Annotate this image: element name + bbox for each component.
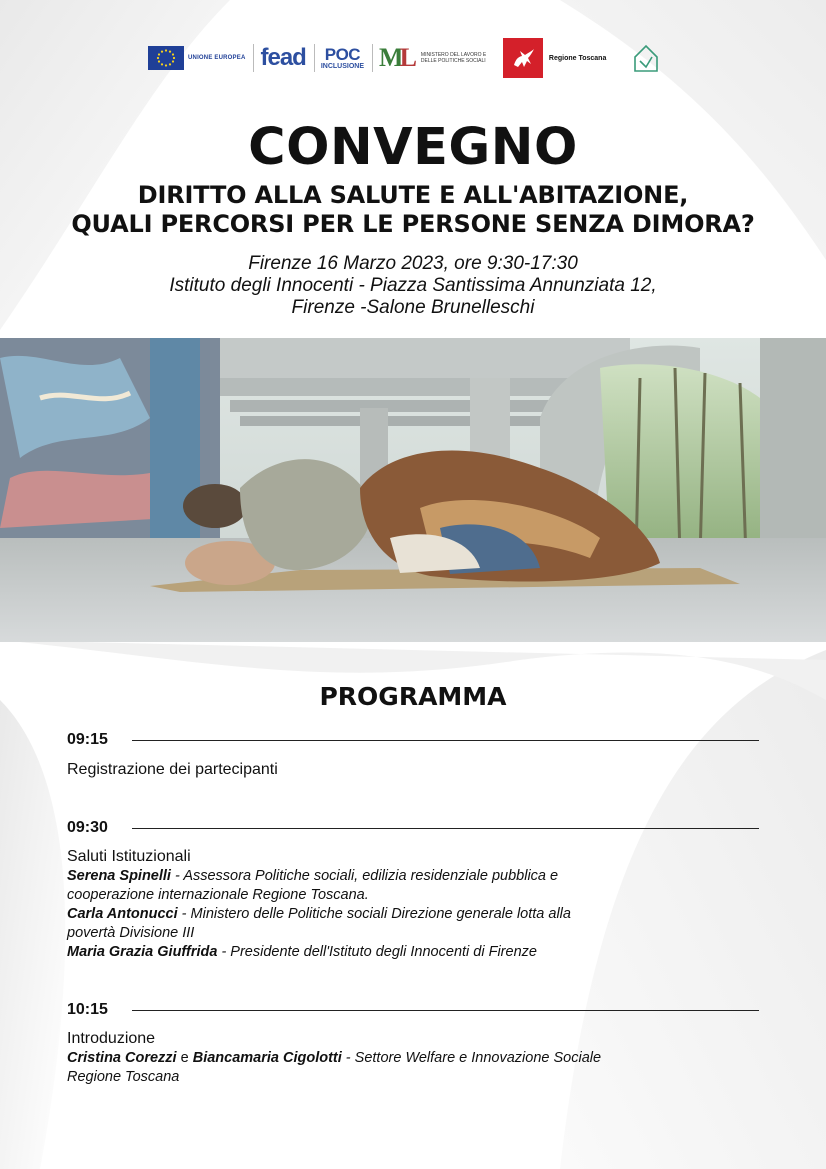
partner-logos bbox=[148, 38, 668, 78]
logo-divider bbox=[314, 44, 315, 72]
speaker-role: cooperazione internazionale Regione Toscana. bbox=[67, 887, 369, 903]
speaker-line bbox=[67, 943, 707, 962]
regione-toscana-label: Regione Toscana bbox=[548, 54, 607, 62]
program-heading: PROGRAMMA bbox=[319, 682, 507, 711]
poc-label: POC bbox=[324, 44, 361, 64]
timeline-divider bbox=[132, 828, 759, 829]
logo-divider bbox=[372, 44, 373, 72]
speaker-role: - Ministero delle Politiche sociali Direzione generale lotta alla bbox=[177, 906, 571, 922]
speaker-name: Maria Grazia Giuffrida bbox=[67, 944, 218, 960]
program-block bbox=[67, 1029, 707, 1087]
speaker-name: Carla Antonucci bbox=[67, 906, 178, 922]
program-time: 09:30 bbox=[67, 819, 108, 836]
program-time-row bbox=[67, 818, 759, 838]
program-block bbox=[67, 847, 707, 962]
program-time-row bbox=[67, 1000, 759, 1020]
speaker-line bbox=[67, 924, 707, 943]
timeline-divider bbox=[132, 740, 759, 741]
regione-toscana-logo bbox=[503, 38, 606, 78]
speaker-role: - Settore Welfare e Innovazione Sociale bbox=[341, 1050, 602, 1066]
speaker-role: Regione Toscana bbox=[67, 1069, 180, 1085]
page-title: CONVEGNO bbox=[248, 118, 578, 177]
homeless-person-photo bbox=[0, 338, 826, 642]
speaker-line bbox=[67, 886, 707, 905]
event-subtitle bbox=[0, 181, 826, 239]
eu-label: UNIONE EUROPEA bbox=[188, 55, 246, 61]
speaker-line bbox=[67, 905, 707, 924]
ministry-monogram-m: M bbox=[379, 43, 404, 72]
event-room: Firenze -Salone Brunelleschi bbox=[291, 297, 535, 318]
speaker-name: Cristina Corezzi bbox=[67, 1050, 177, 1066]
subtitle-line: QUALI PERCORSI PER LE PERSONE SENZA DIMORA? bbox=[71, 210, 755, 238]
ministry-logo bbox=[379, 43, 491, 72]
ministry-label: MINISTERO DEL LAVORO E DELLE POLITICHE SOCIALI bbox=[420, 52, 487, 64]
speaker-line bbox=[67, 867, 707, 886]
inclusione-label: INCLUSIONE bbox=[320, 62, 365, 70]
speaker-name: Serena Spinelli bbox=[67, 868, 171, 884]
speaker-joiner: e bbox=[176, 1050, 193, 1066]
speaker-name: Biancamaria Cigolotti bbox=[192, 1050, 342, 1066]
program-block bbox=[67, 760, 707, 780]
program-time: 10:15 bbox=[67, 1001, 108, 1018]
eu-flag-icon bbox=[148, 46, 184, 70]
program-block-title: Saluti Istituzionali bbox=[67, 848, 191, 865]
fead-label: fead bbox=[260, 44, 306, 71]
eu-logo bbox=[148, 46, 245, 70]
speaker-role: povertà Divisione III bbox=[67, 925, 195, 941]
speaker-role: - Presidente dell'Istituto degli Innocenti di Firenze bbox=[217, 944, 537, 960]
speaker-line bbox=[67, 1049, 707, 1068]
program-time: 09:15 bbox=[67, 731, 108, 748]
pegasus-icon bbox=[503, 38, 543, 78]
program-time-row bbox=[67, 730, 759, 750]
event-details bbox=[0, 253, 826, 319]
program-block-title: Registrazione dei partecipanti bbox=[67, 761, 278, 778]
speaker-line bbox=[67, 1068, 707, 1087]
fead-logo bbox=[260, 44, 305, 72]
event-venue: Istituto degli Innocenti - Piazza Santissima Annunziata 12, bbox=[169, 275, 657, 296]
subtitle-line: DIRITTO ALLA SALUTE E ALL'ABITAZIONE, bbox=[137, 181, 689, 209]
speaker-role: - Assessora Politiche sociali, edilizia residenziale pubblica e bbox=[170, 868, 559, 884]
poc-inclusione-logo bbox=[320, 44, 365, 70]
ministry-monogram-l: L bbox=[399, 43, 417, 72]
house-logo-icon bbox=[632, 43, 660, 73]
program-block-title: Introduzione bbox=[67, 1030, 156, 1047]
event-date: Firenze 16 Marzo 2023, ore 9:30-17:30 bbox=[248, 253, 578, 274]
timeline-divider bbox=[132, 1010, 759, 1011]
logo-divider bbox=[253, 44, 254, 72]
